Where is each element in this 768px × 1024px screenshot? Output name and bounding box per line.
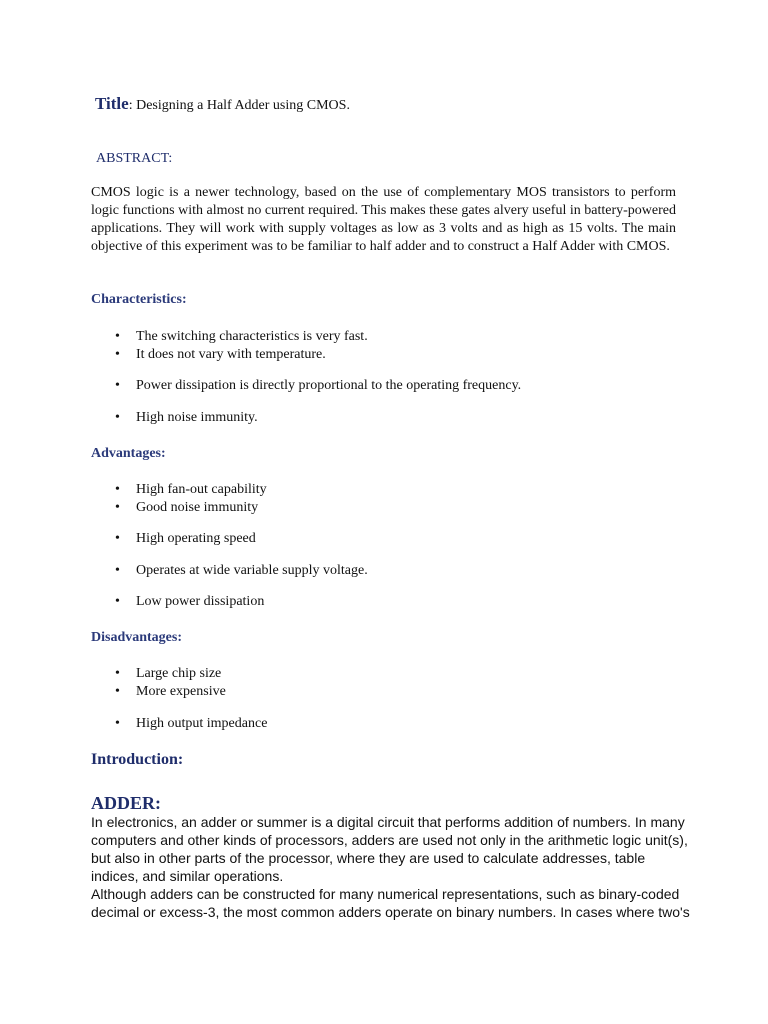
bullet-icon: • <box>115 410 120 425</box>
bullet-icon: • <box>115 666 120 681</box>
characteristic-item: It does not vary with temperature. <box>136 347 326 362</box>
characteristic-item: High noise immunity. <box>136 410 258 425</box>
introduction-heading: Introduction: <box>91 751 184 768</box>
bullet-icon: • <box>115 378 120 393</box>
characteristic-item: Power dissipation is directly proportional to the operating frequency. <box>136 378 522 393</box>
bullet-icon: • <box>115 716 120 731</box>
advantage-item: Good noise immunity <box>136 500 259 515</box>
advantage-item: Low power dissipation <box>136 594 265 609</box>
adder-paragraph: Although adders can be constructed for many numerical representations, such as binary-coded decimal or excess-3, the most common adders operate on binary numbers. In cases where two's <box>91 886 690 920</box>
advantage-item: High fan-out capability <box>136 482 267 497</box>
bullet-icon: • <box>115 594 120 609</box>
adder-paragraph: In electronics, an adder or summer is a digital circuit that performs addition of numbers. In many computers and other kinds of processors, adders are used not only in the arithmetic logic unit(s), but also in other parts of the processor, where they are used to calculate addresses, table indices, and similar operations. <box>91 814 688 884</box>
bullet-icon: • <box>115 684 120 699</box>
advantages-heading: Advantages: <box>91 446 166 461</box>
disadvantage-item: Large chip size <box>136 666 222 681</box>
bullet-icon: • <box>115 482 120 497</box>
disadvantage-item: High output impedance <box>136 716 268 731</box>
document-title <box>95 94 350 114</box>
advantage-item: High operating speed <box>136 531 256 546</box>
advantage-item: Operates at wide variable supply voltage. <box>136 563 368 578</box>
bullet-icon: • <box>115 531 120 546</box>
adder-heading: ADDER: <box>91 793 161 813</box>
title-text: : Designing a Half Adder using CMOS. <box>128 98 350 113</box>
abstract-body: CMOS logic is a newer technology, based on the use of complementary MOS transistors to perform logic functions with almost no current required. This makes these gates alvery useful in battery-powered applications. They will work with supply voltages as low as 3 volts and as high as 15 volts. The main objective of this experiment was to be familiar to half adder and to construct a Half Adder with CMOS. <box>91 185 676 254</box>
title-label: Title <box>95 94 129 113</box>
bullet-icon: • <box>115 347 120 362</box>
bullet-icon: • <box>115 329 120 344</box>
bullet-icon: • <box>115 563 120 578</box>
characteristic-item: The switching characteristics is very fast. <box>136 329 368 344</box>
bullet-icon: • <box>115 500 120 515</box>
disadvantage-item: More expensive <box>136 684 226 699</box>
characteristics-heading: Characteristics: <box>91 292 187 307</box>
adder-body <box>91 813 691 921</box>
disadvantages-heading: Disadvantages: <box>91 630 183 645</box>
abstract-heading: ABSTRACT: <box>96 151 173 166</box>
